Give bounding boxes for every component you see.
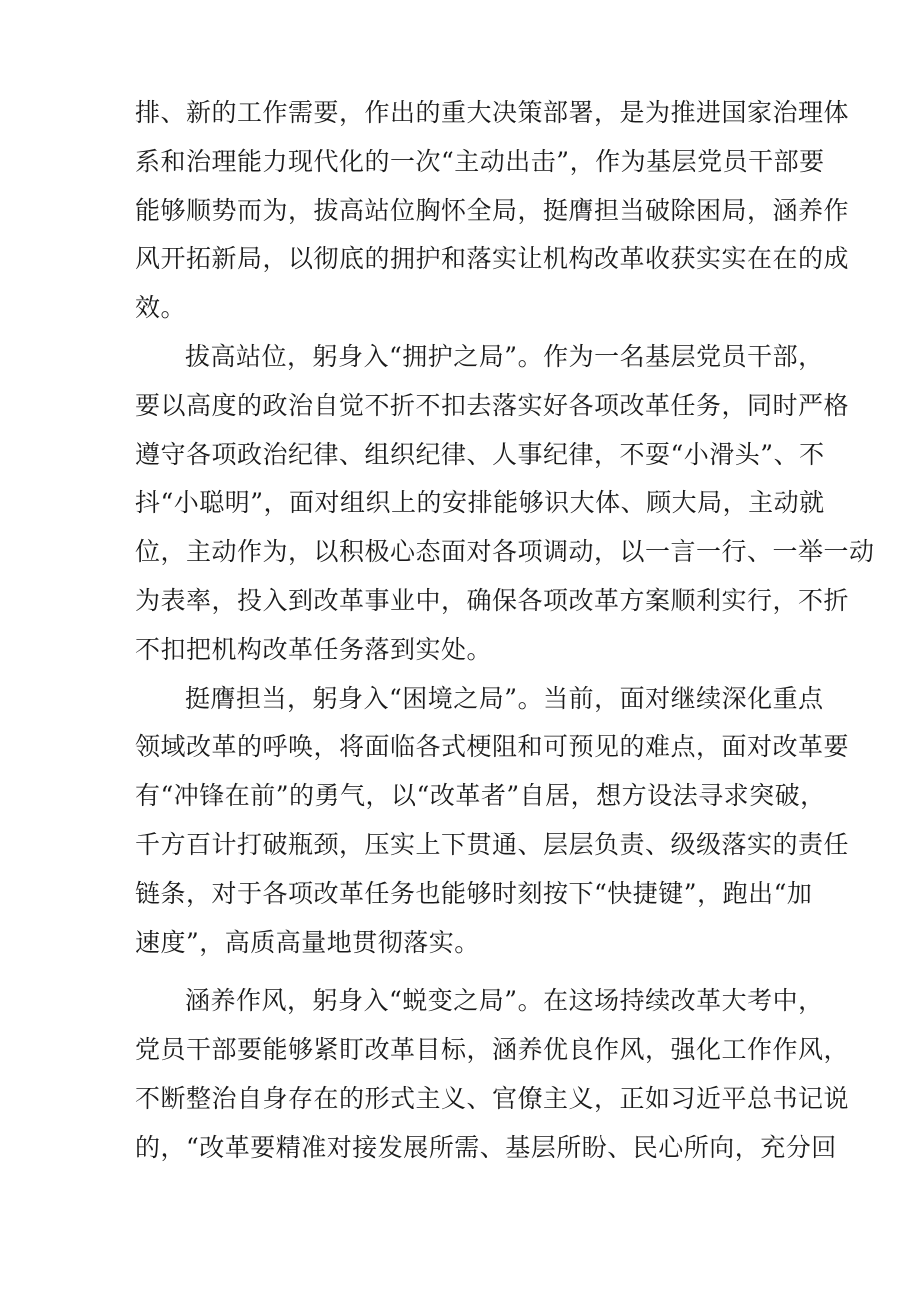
paragraph-1 <box>135 96 850 325</box>
text-line: 风开拓新局，以彻底的拥护和落实让机构改革收获实实在在的成 <box>135 244 850 274</box>
document-page <box>135 96 875 1180</box>
text-line: 涵养作风，躬身入“蜕变之局”。在这场持续改革大考中， <box>185 986 824 1016</box>
text-line: 为表率，投入到改革事业中，确保各项改革方案顺利实行，不折 <box>135 585 850 615</box>
text-line: 不断整治自身存在的形式主义、官僚主义，正如习近平总书记说 <box>135 1083 850 1113</box>
text-line: 抖“小聪明”，面对组织上的安排能够识大体、顾大局，主动就 <box>135 488 825 518</box>
text-line: 挺膺担当，躬身入“困境之局”。当前，面对继续深化重点 <box>185 683 824 713</box>
text-line: 链条，对于各项改革任务也能够时刻按下“快捷键”，跑出“加 <box>135 878 813 908</box>
paragraph-2 <box>135 340 875 667</box>
text-line: 有“冲锋在前”的勇气，以“改革者”自居，想方设法寻求突破， <box>135 781 826 811</box>
paragraph-4 <box>135 984 850 1164</box>
text-line: 速度”，高质高量地贯彻落实。 <box>135 927 480 957</box>
text-line: 拔高站位，躬身入“拥护之局”。作为一名基层党员干部， <box>185 341 824 371</box>
text-line: 党员干部要能够紧盯改革目标，涵养优良作风，强化工作作风， <box>135 1035 850 1065</box>
paragraph-3 <box>135 682 850 960</box>
text-line: 要以高度的政治自觉不折不扣去落实好各项改革任务，同时严格 <box>135 390 850 420</box>
text-line: 领域改革的呼唤，将面临各式梗阻和可预见的难点，面对改革要 <box>135 732 850 762</box>
paragraph-spacer <box>135 974 795 984</box>
text-line: 千方百计打破瓶颈，压实上下贯通、层层负责、级级落实的责任 <box>135 829 850 859</box>
text-line: 系和治理能力现代化的一次“主动出击”，作为基层党员干部要 <box>135 146 825 176</box>
text-line: 排、新的工作需要，作出的重大决策部署，是为推进国家治理体 <box>135 98 850 127</box>
text-line: 能够顺势而为，拔高站位胸怀全局，挺膺担当破除困局，涵养作 <box>135 195 850 225</box>
text-line: 位，主动作为，以积极心态面对各项调动，以一言一行、一举一动 <box>135 537 875 567</box>
text-line: 效。 <box>135 293 187 323</box>
text-line: 遵守各项政治纪律、组织纪律、人事纪律，不耍“小滑头”、不 <box>135 439 825 469</box>
text-line: 的，“改革要精准对接发展所需、基层所盼、民心所向，充分回 <box>135 1132 837 1162</box>
text-line: 不扣把机构改革任务落到实处。 <box>135 634 493 664</box>
